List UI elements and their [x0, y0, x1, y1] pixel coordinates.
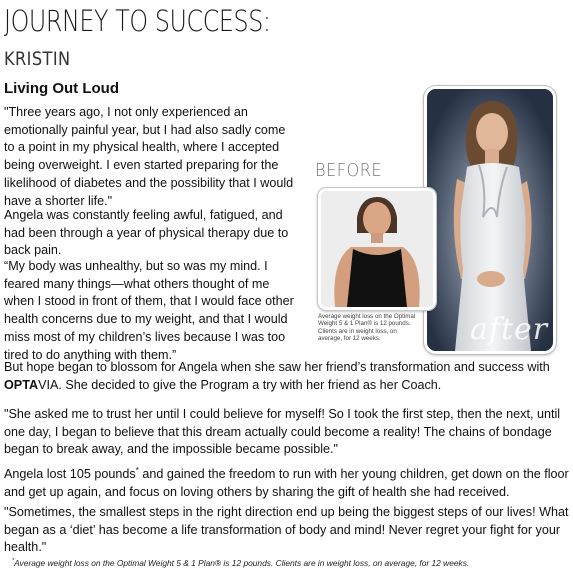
page-title: JOURNEY TO SUCCESS: — [4, 4, 271, 38]
paragraph-6-text-b: and gained the freedom to run with her young children, get down on the floor and get up again, and focus on loving others by sharing the gift of health she had received. — [4, 467, 569, 499]
paragraph-4-text-b: . She decided to give the Program a try with her friend as her Coach. — [58, 377, 442, 392]
footnote-mark: * — [12, 558, 15, 565]
paragraph-4-text-a: But hope began to blossom for Angela when she saw her friend’s transformation and success with — [4, 360, 550, 374]
paragraph-7: "Sometimes, the smallest steps in the right direction end up being the biggest steps of our lives! What began as a ‘diet’ has become a life transformation of body and mind! Never regret your fight for your health." — [4, 505, 569, 555]
section-heading: Living Out Loud — [4, 80, 119, 97]
paragraph-3: “My body was unhealthy, but so was my mind. I feared many things—what others thought of me when I stood in front of them, that I would face other health concerns due to my weight, and that I would miss most of my children’s lives because I was too tired to do anything with them.” — [4, 259, 294, 362]
brand-name-rest: VIA — [38, 377, 59, 392]
paragraph-4 — [4, 359, 570, 394]
before-photo-figure — [321, 191, 433, 307]
paragraph-1: "Three years ago, I not only experienced an emotionally painful year, but I had also sadly come to a point in my physical health, where I accepted being overweight. I even started preparing for the likelihood of diabetes and the possibility that I would have a shorter life." — [4, 105, 294, 208]
paragraph-5: "She asked me to trust her until I could believe for myself! So I took the first step, then the next, until one day, I began to believe that this dream actually could become a reality! The chains of bondage began to break away, and the impossible became possible." — [4, 407, 561, 457]
paragraph-6-text-a: Angela lost 105 pounds — [4, 467, 136, 481]
footnote — [12, 558, 469, 568]
paragraph-6 — [4, 466, 570, 501]
photo-caption: Average weight loss on the Optimal Weight 5 & 1 Plan® is 12 pounds. Clients are in weight loss, on average, for 12 weeks. — [318, 313, 416, 343]
footnote-text: Average weight loss on the Optimal Weight 5 & 1 Plan® is 12 pounds. Clients are in weight loss, on average, for 12 weeks. — [14, 558, 470, 568]
paragraph-2: Angela was constantly feeling awful, fatigued, and had been through a year of physical therapy due to back pain. — [4, 208, 289, 258]
footnote-marker: * — [135, 465, 139, 475]
after-label: after — [470, 312, 549, 347]
brand-name-bold: OPTA — [4, 377, 39, 392]
before-label: BEFORE — [315, 160, 383, 181]
person-name: KRISTIN — [4, 48, 71, 70]
before-photo — [318, 188, 436, 310]
